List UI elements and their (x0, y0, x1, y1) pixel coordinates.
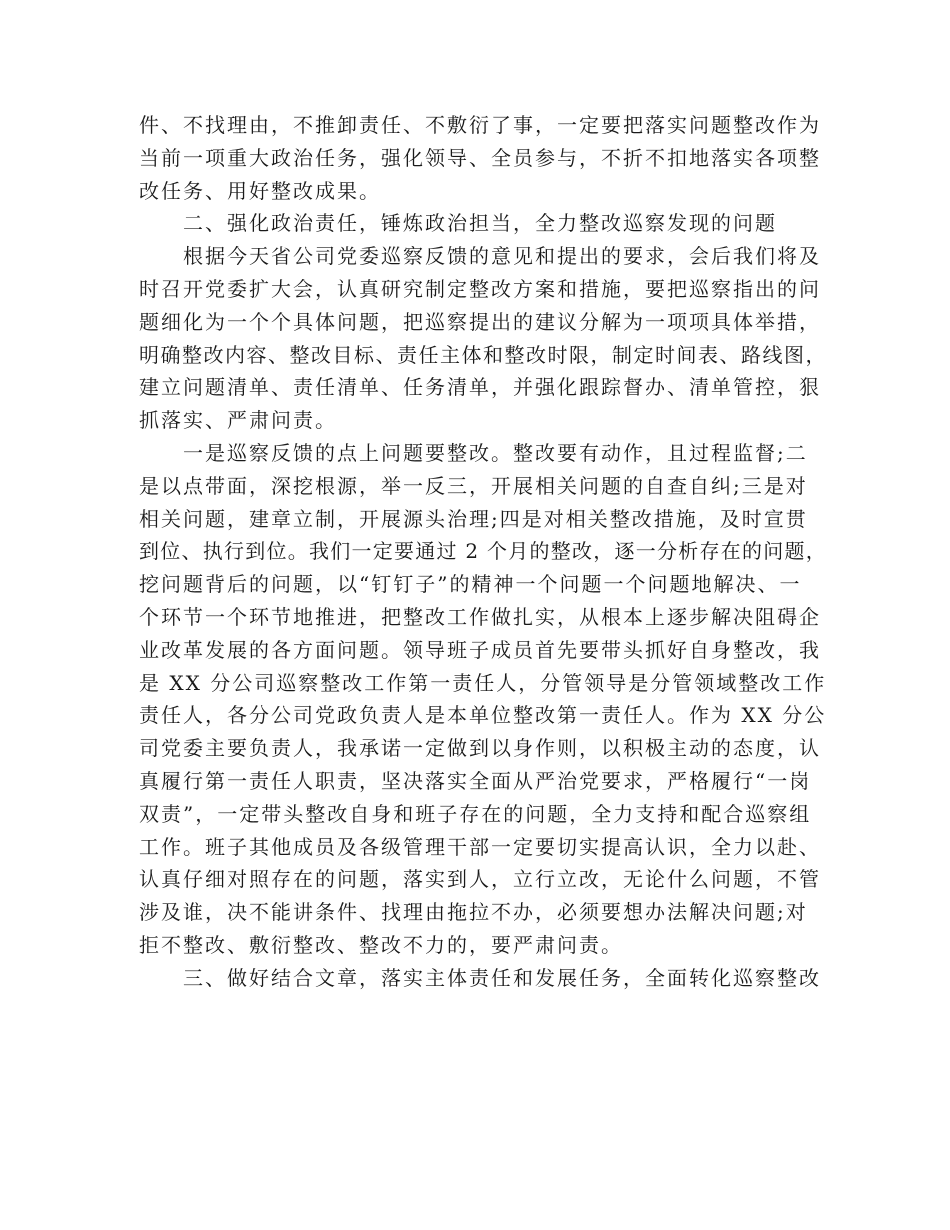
text-line: 是以点带面，深挖根源，举一反三，开展相关问题的自查自纠;三是对 (139, 473, 808, 498)
text-line: 建立问题清单、责任清单、任务清单，并强化跟踪督办、清单管控，狠 (139, 375, 821, 400)
section-heading (139, 962, 829, 995)
section-heading (139, 207, 829, 240)
text-line: 司党委主要负责人，我承诺一定做到以身作则，以积极主动的态度，认 (139, 736, 821, 761)
text-line: 拒不整改、敷衍整改、整改不力的，要严肃问责。 (139, 932, 623, 957)
text-line: 涉及谁，决不能讲条件、找理由拖拉不办，必须要想办法解决问题;对 (139, 900, 808, 925)
text-line: 根据今天省公司党委巡察反馈的意见和提出的要求，会后我们将及 (183, 244, 821, 269)
text-line: 双责”，一定带头整改自身和班子存在的问题，全力支持和配合巡察组 (139, 801, 812, 826)
text-line: 责任人，各分公司党政负责人是本单位整改第一责任人。作为 XX 分公 (139, 703, 827, 728)
heading-line: 二、强化政治责任，锤炼政治担当，全力整改巡察发现的问题 (183, 211, 777, 236)
text-line: 明确整改内容、整改目标、责任主体和整改时限，制定时间表、路线图， (139, 342, 827, 367)
text-line: 改任务、用好整改成果。 (139, 178, 381, 203)
heading-line: 三、做好结合文章，落实主体责任和发展任务，全面转化巡察整改 (183, 965, 821, 990)
text-line: 是 XX 分公司巡察整改工作第一责任人，分管领导是分管领域整改工作 (139, 670, 827, 695)
text-line: 一是巡察反馈的点上问题要整改。整改要有动作，且过程监督;二 (183, 440, 808, 465)
document-body (139, 109, 829, 995)
text-line: 认真仔细对照存在的问题，落实到人，立行立改，无论什么问题，不管 (139, 867, 821, 892)
text-line: 当前一项重大政治任务，强化领导、全员参与，不折不扣地落实各项整 (139, 145, 821, 170)
text-line: 挖问题背后的问题，以“钉钉子”的精神一个问题一个问题地解决、一 (139, 572, 802, 597)
text-line: 工作。班子其他成员及各级管理干部一定要切实提高认识，全力以赴、 (139, 834, 821, 859)
text-line: 个环节一个环节地推进，把整改工作做扎实，从根本上逐步解决阻碍企 (139, 604, 821, 629)
paragraph-continuation (139, 109, 829, 207)
text-line: 到位、执行到位。我们一定要通过 2 个月的整改，逐一分析存在的问题， (139, 539, 827, 564)
text-line: 真履行第一责任人职责，坚决落实全面从严治党要求，严格履行“一岗 (139, 768, 812, 793)
text-line: 相关问题，建章立制，开展源头治理;四是对相关整改措施，及时宣贯 (139, 506, 808, 531)
paragraph (139, 240, 829, 437)
text-line: 件、不找理由，不推卸责任、不敷衍了事，一定要把落实问题整改作为 (139, 113, 821, 137)
paragraph (139, 437, 829, 962)
text-line: 题细化为一个个具体问题，把巡察提出的建议分解为一项项具体举措， (139, 309, 821, 334)
text-line: 业改革发展的各方面问题。领导班子成员首先要带头抓好自身整改，我 (139, 637, 821, 662)
text-line: 抓落实、严肃问责。 (139, 408, 337, 433)
text-line: 时召开党委扩大会，认真研究制定整改方案和措施，要把巡察指出的问 (139, 276, 821, 301)
